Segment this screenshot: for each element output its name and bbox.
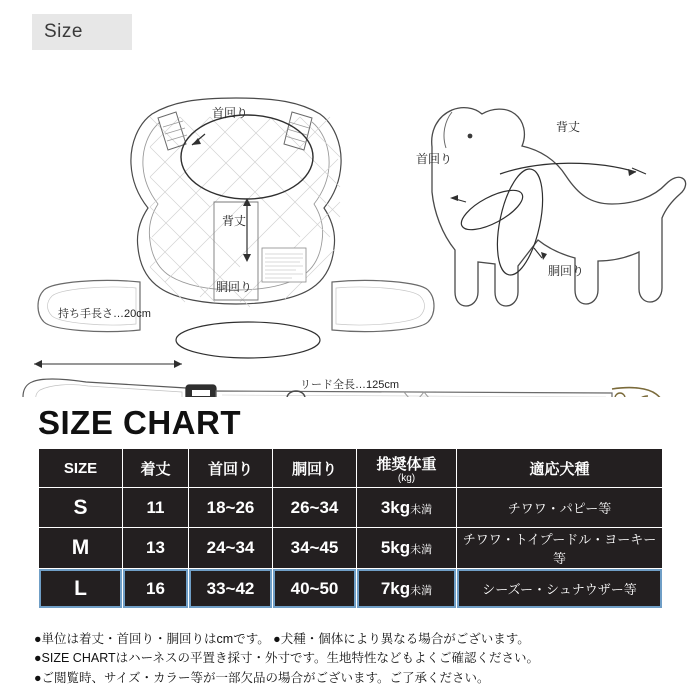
cell-neck: 33~42	[189, 569, 273, 609]
cell-weight: 5kg未満	[357, 528, 457, 569]
col-header-breed: 適応犬種	[457, 449, 663, 488]
col-header-neck: 首回り	[189, 449, 273, 488]
size-chart-table	[38, 448, 663, 609]
cell-length: 11	[123, 488, 189, 528]
leash-total-label: リード全長…125cm	[300, 379, 400, 391]
cell-breed: チワワ・パピー等	[457, 488, 663, 528]
note-line-3: ●ご閲覧時、サイズ・カラー等が一部欠品の場合がございます。ご了承ください。	[34, 670, 490, 685]
cell-weight: 3kg未満	[357, 488, 457, 528]
table-row	[39, 488, 663, 528]
cell-size: M	[39, 528, 123, 569]
cell-size: L	[39, 569, 123, 609]
cell-size: S	[39, 488, 123, 528]
cell-chest: 40~50	[273, 569, 357, 609]
cell-weight: 7kg未満	[357, 569, 457, 609]
col-header-weight: 推奨体重 (kg)	[357, 449, 457, 488]
illustration-area	[0, 52, 700, 397]
note-line-2: ●SIZE CHARTはハーネスの平置き採寸・外寸です。生地特性などもよくご確認ください。	[34, 651, 540, 666]
leash-handle-label: 持ち手長さ…20cm	[58, 308, 151, 320]
harness-neck-label: 首回り	[212, 106, 249, 120]
table-row	[39, 569, 663, 609]
dog-chest-label: 胴回り	[548, 264, 585, 278]
cell-neck: 24~34	[189, 528, 273, 569]
product-illustration	[0, 52, 700, 397]
col-header-size: SIZE	[39, 449, 123, 488]
col-header-chest: 胴回り	[273, 449, 357, 488]
cell-length: 16	[123, 569, 189, 609]
size-badge	[32, 14, 132, 50]
cell-neck: 18~26	[189, 488, 273, 528]
dog-neck-label: 首回り	[416, 152, 453, 166]
table-header-row	[39, 449, 663, 488]
page-title: SIZE CHART	[38, 404, 241, 441]
cell-chest: 26~34	[273, 488, 357, 528]
note-line-1: ●単位は着丈・首回り・胴回りはcmです。 ●犬種・個体により異なる場合がございます。	[34, 632, 530, 646]
dog-back-label: 背丈	[556, 120, 581, 134]
cell-length: 13	[123, 528, 189, 569]
cell-chest: 34~45	[273, 528, 357, 569]
size-badge-label: Size	[44, 21, 83, 42]
notes-block	[34, 630, 674, 688]
cell-breed: チワワ・トイプードル・ヨーキー等	[457, 528, 663, 569]
table-row	[39, 528, 663, 569]
harness-chest-label: 胴回り	[216, 280, 253, 294]
col-header-length: 着丈	[123, 449, 189, 488]
harness-back-label: 背丈	[222, 214, 247, 228]
cell-breed: シーズー・シュナウザー等	[457, 569, 663, 609]
